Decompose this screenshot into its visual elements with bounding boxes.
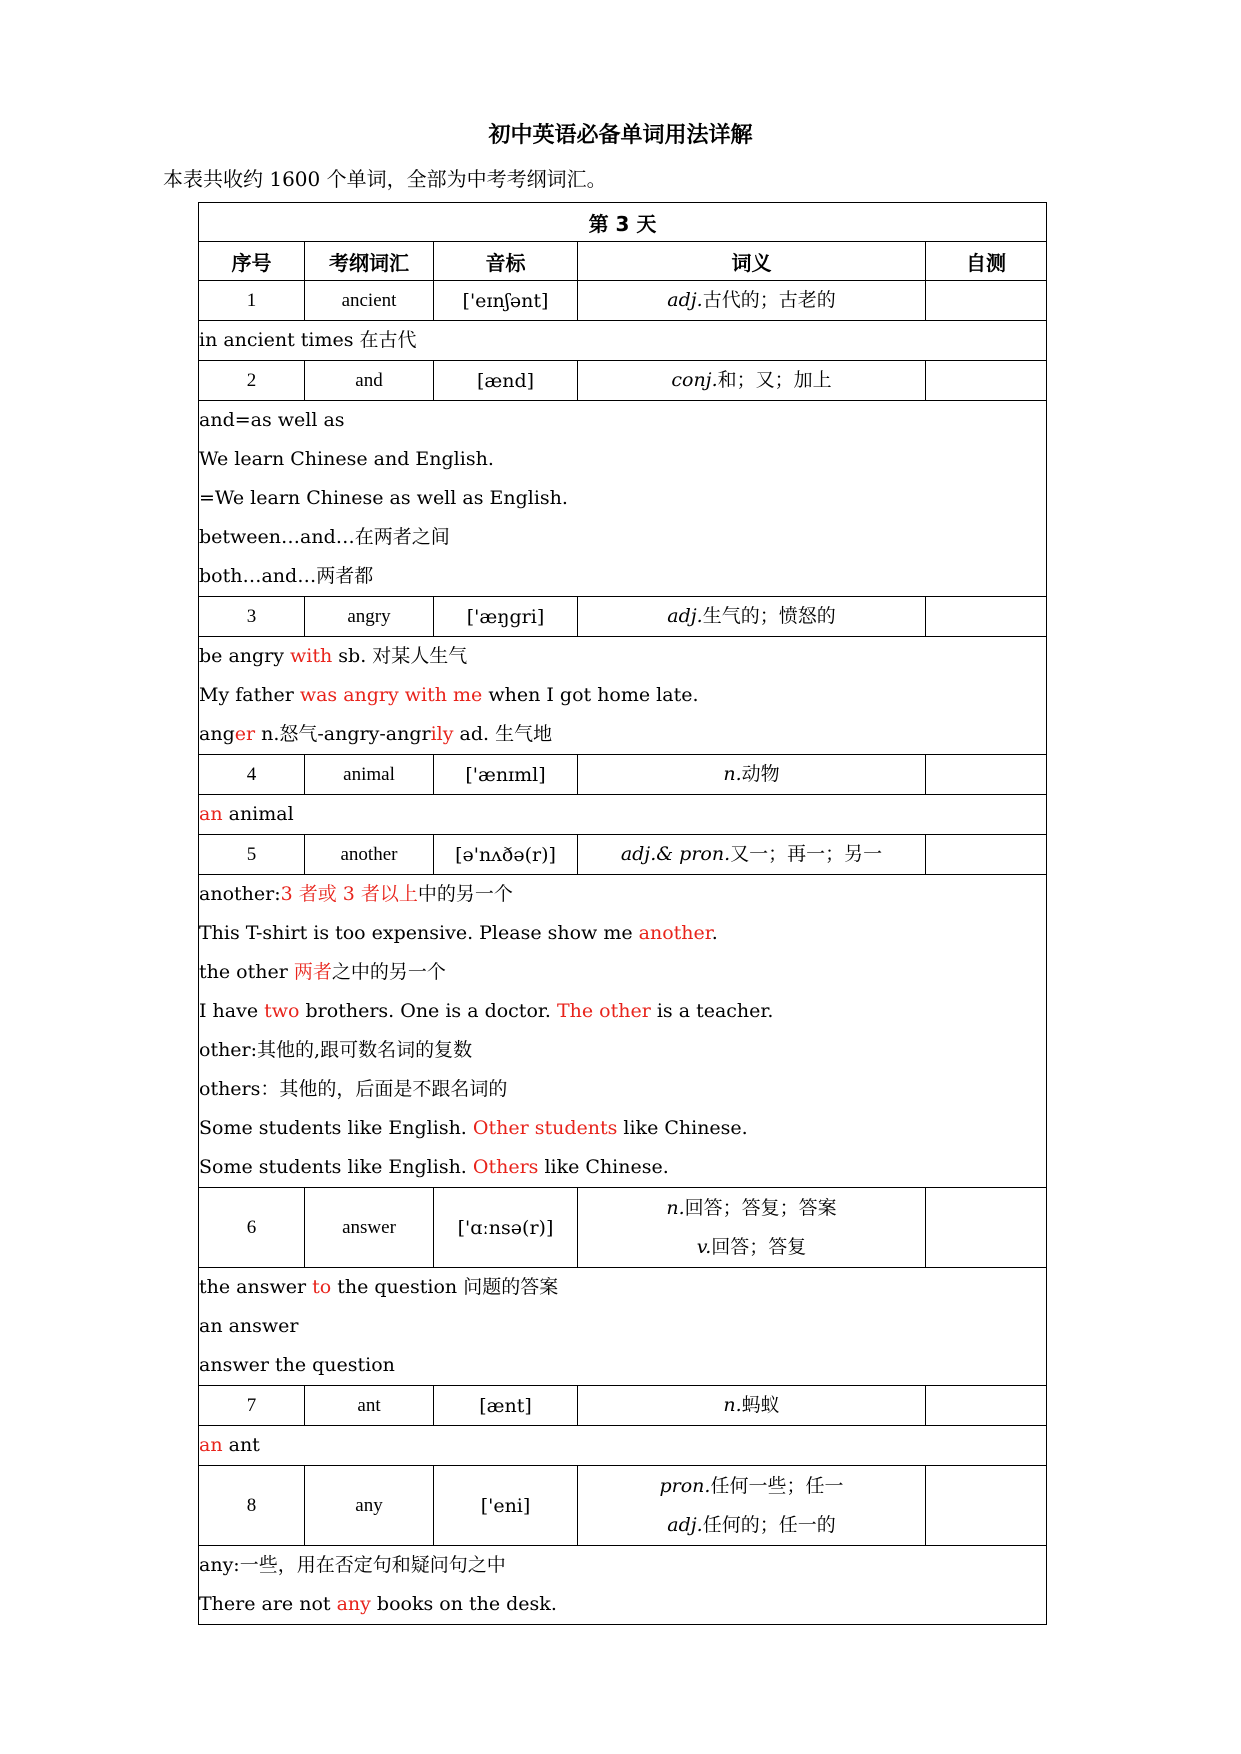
usage-notes <box>199 1426 1047 1466</box>
column-header-row <box>199 242 1047 281</box>
highlighted-text: any <box>336 1593 371 1615</box>
note-text: ad. 生气地 <box>453 723 553 745</box>
word-row <box>199 1466 1047 1546</box>
note-text: others：其他的，后面是不跟名词的 <box>199 1078 508 1100</box>
entry-word: angry <box>305 597 434 637</box>
note-text: brothers. One is a doctor. <box>299 1000 557 1022</box>
header-word: 考纲词汇 <box>305 242 434 281</box>
usage-note-line <box>199 795 1046 834</box>
word-row <box>199 1188 1047 1268</box>
note-text: animal <box>222 803 294 825</box>
entry-meaning <box>578 1466 926 1546</box>
meaning-line <box>578 1189 925 1228</box>
entry-word: animal <box>305 755 434 795</box>
meaning-text: 回答；答复；答案 <box>684 1196 837 1219</box>
entry-index: 7 <box>199 1386 305 1426</box>
entry-phonetic: ['æŋgri] <box>434 597 578 637</box>
self-test-cell[interactable] <box>926 755 1047 795</box>
usage-note-line <box>199 479 1046 518</box>
usage-notes <box>199 795 1047 835</box>
self-test-cell[interactable] <box>926 281 1047 321</box>
part-of-speech: v. <box>696 1235 712 1258</box>
part-of-speech: n. <box>666 1196 685 1219</box>
entry-index: 4 <box>199 755 305 795</box>
highlighted-text: er <box>234 723 256 745</box>
part-of-speech: adj. <box>667 1513 703 1536</box>
header-meaning: 词义 <box>578 242 926 281</box>
highlighted-text: The other <box>556 1000 651 1022</box>
usage-notes-row <box>199 401 1047 597</box>
note-text: 中的另一个 <box>417 883 513 905</box>
entry-meaning <box>578 1188 926 1268</box>
note-text: ant <box>222 1434 260 1456</box>
entry-word: any <box>305 1466 434 1546</box>
part-of-speech: adj.& pron. <box>620 843 731 865</box>
meaning-line <box>578 1506 925 1545</box>
usage-note-line <box>199 1031 1046 1070</box>
note-text: 之中的另一个 <box>331 961 446 983</box>
entry-word: answer <box>305 1188 434 1268</box>
entry-word: another <box>305 835 434 875</box>
meaning-line <box>578 1228 925 1267</box>
usage-note-line <box>199 1546 1046 1585</box>
part-of-speech: adj. <box>667 289 703 311</box>
note-text: My father <box>199 684 300 706</box>
usage-note-line <box>199 1307 1046 1346</box>
usage-notes-row <box>199 795 1047 835</box>
meaning-text: 动物 <box>741 763 780 785</box>
usage-note-line <box>199 440 1046 479</box>
note-text: when I got home late. <box>482 684 699 706</box>
usage-note-line <box>199 1346 1046 1385</box>
note-text: I have <box>199 1000 265 1022</box>
note-text: in ancient times 在古代 <box>199 329 417 351</box>
highlighted-text: was angry with me <box>299 684 483 706</box>
self-test-cell[interactable] <box>926 1466 1047 1546</box>
note-text: the other <box>199 961 294 983</box>
intro-text: 本表共收约 1600 个单词，全部为中考考纲词汇。 <box>163 167 607 191</box>
note-text: both…and…两者都 <box>199 565 374 587</box>
meaning-line <box>578 835 925 874</box>
entry-index: 1 <box>199 281 305 321</box>
part-of-speech: n. <box>723 1394 742 1416</box>
part-of-speech: n. <box>723 763 742 785</box>
usage-notes-row <box>199 875 1047 1188</box>
usage-notes <box>199 875 1047 1188</box>
entry-phonetic: ['eni] <box>434 1466 578 1546</box>
note-text: Some students like English. <box>199 1156 473 1178</box>
entry-word: ant <box>305 1386 434 1426</box>
highlighted-text: an <box>199 1434 223 1456</box>
usage-note-line <box>199 715 1046 754</box>
meaning-text: 任何一些；任一 <box>710 1474 844 1497</box>
note-text: another: <box>199 883 281 905</box>
meaning-text: 古代的；古老的 <box>702 289 836 311</box>
highlighted-text: ily <box>430 723 454 745</box>
note-text: answer the question <box>199 1354 395 1376</box>
highlighted-text: 两者 <box>293 961 332 983</box>
highlighted-text: to <box>312 1276 332 1298</box>
entry-meaning <box>578 835 926 875</box>
usage-notes-row <box>199 1268 1047 1386</box>
usage-note-line <box>199 953 1046 992</box>
entry-word: ancient <box>305 281 434 321</box>
entry-index: 2 <box>199 361 305 401</box>
word-row <box>199 281 1047 321</box>
usage-note-line <box>199 518 1046 557</box>
usage-notes <box>199 401 1047 597</box>
part-of-speech: pron. <box>659 1474 711 1497</box>
entry-phonetic: ['ænɪml] <box>434 755 578 795</box>
usage-notes <box>199 637 1047 755</box>
highlighted-text: two <box>264 1000 300 1022</box>
self-test-cell[interactable] <box>926 361 1047 401</box>
usage-notes-row <box>199 1546 1047 1625</box>
meaning-line <box>578 755 925 794</box>
note-text: and=as well as <box>199 409 345 431</box>
usage-note-line <box>199 1585 1046 1624</box>
meaning-line <box>578 597 925 636</box>
entry-meaning <box>578 597 926 637</box>
highlighted-text: Other students <box>472 1117 618 1139</box>
usage-notes <box>199 1268 1047 1386</box>
note-text: any:一些，用在否定句和疑问句之中 <box>199 1554 506 1576</box>
meaning-text: 蚂蚁 <box>741 1394 780 1416</box>
note-text: =We learn Chinese as well as English. <box>199 487 568 509</box>
meaning-text: 又一；再一；另一 <box>730 843 883 865</box>
usage-note-line <box>199 401 1046 440</box>
highlighted-text: 3 者或 3 者以上 <box>280 883 418 905</box>
meaning-line <box>578 1467 925 1506</box>
entry-meaning <box>578 361 926 401</box>
note-text: be angry <box>199 645 291 667</box>
usage-notes-row <box>199 637 1047 755</box>
note-text: There are not <box>199 1593 337 1615</box>
entry-phonetic: [ænt] <box>434 1386 578 1426</box>
usage-note-line <box>199 1268 1046 1307</box>
document-title: 初中英语必备单词用法详解 <box>488 122 753 148</box>
note-text: Some students like English. <box>199 1117 473 1139</box>
note-text: sb. 对某人生气 <box>332 645 468 667</box>
usage-note-line <box>199 321 1046 360</box>
day-header-row <box>199 203 1047 242</box>
header-phonetic: 音标 <box>434 242 578 281</box>
usage-notes <box>199 321 1047 361</box>
note-text: other:其他的,跟可数名词的复数 <box>199 1039 473 1061</box>
part-of-speech: conj. <box>671 369 718 391</box>
self-test-cell[interactable] <box>926 597 1047 637</box>
meaning-text: 回答；答复 <box>711 1235 807 1258</box>
usage-notes-row <box>199 321 1047 361</box>
meaning-line <box>578 281 925 320</box>
word-row <box>199 361 1047 401</box>
meaning-text: 和；又；加上 <box>717 369 832 391</box>
note-text: We learn Chinese and English. <box>199 448 494 470</box>
entry-phonetic: ['ɑːnsə(r)] <box>434 1188 578 1268</box>
usage-note-line <box>199 914 1046 953</box>
note-text: like Chinese. <box>617 1117 748 1139</box>
usage-note-line <box>199 875 1046 914</box>
header-self-test: 自测 <box>926 242 1047 281</box>
self-test-cell[interactable] <box>926 1386 1047 1426</box>
self-test-cell[interactable] <box>926 1188 1047 1268</box>
highlighted-text: with <box>290 645 333 667</box>
usage-note-line <box>199 992 1046 1031</box>
usage-note-line <box>199 1070 1046 1109</box>
note-text: an answer <box>199 1315 299 1337</box>
highlighted-text: an <box>199 803 223 825</box>
note-text: the question 问题的答案 <box>331 1276 559 1298</box>
usage-note-line <box>199 1426 1046 1465</box>
entry-phonetic: ['eɪnʃənt] <box>434 281 578 321</box>
note-text: like Chinese. <box>538 1156 669 1178</box>
note-text: . <box>711 922 718 944</box>
usage-notes-row <box>199 1426 1047 1466</box>
word-row <box>199 755 1047 795</box>
note-text: the answer <box>199 1276 313 1298</box>
note-text: ang <box>199 723 235 745</box>
usage-note-line <box>199 557 1046 596</box>
meaning-text: 生气的；愤怒的 <box>702 605 836 627</box>
note-text: between…and…在两者之间 <box>199 526 450 548</box>
entry-word: and <box>305 361 434 401</box>
entry-index: 5 <box>199 835 305 875</box>
entry-meaning <box>578 281 926 321</box>
usage-note-line <box>199 676 1046 715</box>
header-index: 序号 <box>199 242 305 281</box>
usage-notes <box>199 1546 1047 1625</box>
word-row <box>199 597 1047 637</box>
meaning-line <box>578 361 925 400</box>
word-row <box>199 1386 1047 1426</box>
entry-phonetic: [ænd] <box>434 361 578 401</box>
entry-meaning <box>578 1386 926 1426</box>
part-of-speech: adj. <box>667 605 703 627</box>
note-text: This T-shirt is too expensive. Please show me <box>199 922 639 944</box>
usage-note-line <box>199 637 1046 676</box>
note-text: books on the desk. <box>370 1593 557 1615</box>
usage-note-line <box>199 1148 1046 1187</box>
highlighted-text: Others <box>472 1156 539 1178</box>
entry-index: 6 <box>199 1188 305 1268</box>
note-text: is a teacher. <box>650 1000 774 1022</box>
day-label: 第 3 天 <box>199 203 1047 242</box>
meaning-text: 任何的；任一的 <box>702 1513 836 1536</box>
entry-index: 3 <box>199 597 305 637</box>
word-row <box>199 835 1047 875</box>
entry-meaning <box>578 755 926 795</box>
entry-phonetic: [ə'nʌðə(r)] <box>434 835 578 875</box>
highlighted-text: another <box>638 922 712 944</box>
note-text: n.怒气-angry-angr <box>255 723 431 745</box>
entry-index: 8 <box>199 1466 305 1546</box>
meaning-line <box>578 1386 925 1425</box>
usage-note-line <box>199 1109 1046 1148</box>
self-test-cell[interactable] <box>926 835 1047 875</box>
vocabulary-table <box>198 202 1047 1625</box>
